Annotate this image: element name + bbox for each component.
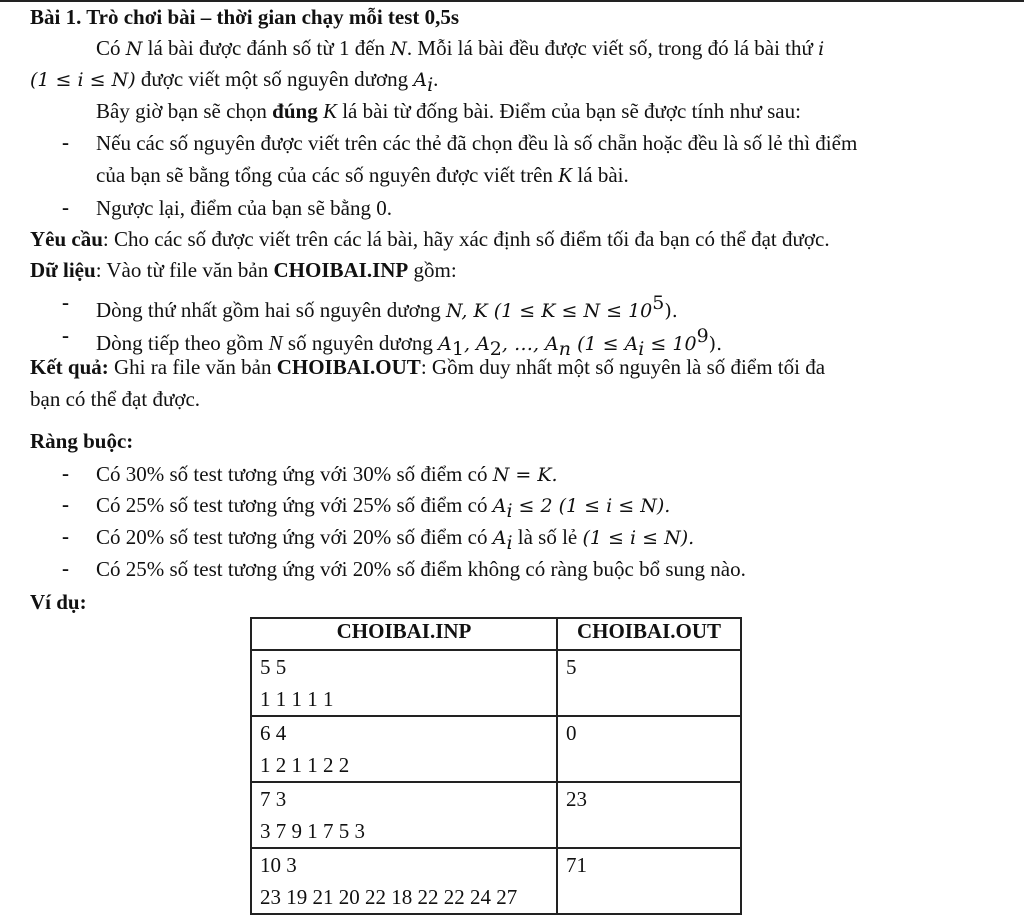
cell-out [557, 650, 741, 716]
text: được viết một số nguyên dương [140, 67, 414, 91]
problem-title: Bài 1. Trò chơi bài – thời gian chạy mỗi test 0,5s [30, 5, 460, 29]
math-a: A [438, 333, 452, 355]
math-range: (1 ≤ A [571, 333, 639, 355]
input-label: Dữ liệu [30, 258, 96, 282]
table-row [251, 782, 741, 848]
input-line-1 [96, 290, 678, 324]
text: Dòng tiếp theo gồm [96, 331, 269, 355]
input-spec [30, 257, 457, 283]
math-sub: 2 [489, 338, 502, 361]
math-ai: A [492, 527, 507, 549]
cell-inp [251, 716, 557, 782]
bullet: - [62, 461, 69, 485]
bullet: - [62, 524, 69, 548]
text: Bây giờ bạn sẽ chọn [96, 99, 273, 123]
math-n: N [125, 38, 143, 60]
math-exp: 9 [696, 325, 709, 347]
example-table [250, 617, 742, 915]
math-range-end: ). [708, 333, 723, 355]
requirement [30, 226, 830, 252]
text: lá bài được đánh số từ 1 đến [142, 36, 391, 60]
intro-paragraph-1 [96, 35, 824, 62]
math-n-eq-k: N = K. [492, 464, 558, 486]
bullet: - [62, 323, 69, 347]
rule-1: Nếu các số nguyên được viết trên các thẻ đã chọn đều là số chẵn hoặc đều là số lẻ thì điểm [96, 131, 858, 155]
bullet: - [62, 195, 69, 219]
cell-inp [251, 848, 557, 914]
output-spec [30, 354, 825, 380]
constraint-4: Có 25% số test tương ứng với 20% số điểm không có ràng buộc bổ sung nào. [96, 557, 746, 581]
math-i: i [818, 38, 825, 60]
cell-line: 3 7 9 1 7 5 3 [260, 819, 365, 843]
math-n: N [390, 38, 407, 60]
math-a: , A [463, 333, 490, 355]
cell-line: 23 19 21 20 22 18 22 22 24 27 [260, 885, 518, 909]
bullet: - [62, 130, 69, 154]
text: : Vào từ file văn bản [95, 258, 274, 282]
text: của bạn sẽ bằng tổng của các số nguyên được viết trên [96, 163, 559, 187]
cell-out [557, 782, 741, 848]
cell-line: 10 3 [260, 853, 297, 877]
cell-line: 71 [566, 853, 587, 877]
text: là số lẻ [512, 525, 583, 549]
text: . Mỗi lá bài đều được viết số, trong đó lá bài thứ [406, 36, 819, 60]
text: Ghi ra file văn bản [108, 355, 277, 379]
header-inp: CHOIBAI.INP [251, 618, 557, 650]
output-spec-cont: bạn có thể đạt được. [30, 387, 201, 411]
cell-line: 5 [566, 655, 577, 679]
intro-paragraph-2 [96, 98, 801, 124]
math-sub-i: i [506, 500, 513, 523]
table-row [251, 848, 741, 914]
table-header-row [251, 618, 741, 650]
math-range-end: ). [664, 300, 678, 322]
math-k: K [558, 163, 573, 187]
cell-line: 1 1 1 1 1 [260, 687, 334, 711]
math-range-i: (1 ≤ i ≤ N) [30, 69, 136, 91]
top-rule [0, 0, 1024, 2]
math-range: ≤ 2 (1 ≤ i ≤ N). [512, 495, 671, 517]
math-n: N [268, 331, 283, 355]
cell-line: 1 2 1 1 2 2 [260, 753, 350, 777]
math-a: , …, A [501, 333, 559, 355]
math-ai: A [413, 69, 428, 91]
rule-1-cont [96, 162, 629, 188]
cell-line: 7 3 [260, 787, 287, 811]
bullet: - [62, 492, 69, 516]
text: Có 30% số test tương ứng với 30% số điểm có [96, 462, 493, 486]
math-range: (1 ≤ K ≤ N ≤ 10 [493, 300, 653, 322]
math-exp: 5 [652, 292, 665, 314]
math-sub-i: i [506, 532, 513, 555]
cell-inp [251, 650, 557, 716]
text: Dòng thứ nhất gồm hai số nguyên dương [96, 298, 447, 322]
cell-line: 23 [566, 787, 587, 811]
requirement-text: : Cho các số được viết trên các lá bài, hãy xác định số điểm tối đa bạn có thể đạt được. [102, 227, 830, 251]
text: Có 25% số test tương ứng với 25% số điểm có [96, 493, 493, 517]
cell-out [557, 848, 741, 914]
example-heading: Ví dụ: [30, 590, 87, 614]
text: lá bài từ đống bài. Điểm của bạn sẽ được tính như sau: [336, 99, 801, 123]
constraint-2 [96, 492, 670, 524]
math-sub-i: i [427, 74, 434, 97]
text: gồm: [408, 258, 457, 282]
table-row [251, 650, 741, 716]
output-file: CHOIBAI.OUT [276, 355, 421, 379]
bold-text: đúng [272, 99, 318, 123]
text: : Gồm duy nhất một số nguyên là số điểm tối đa [420, 355, 826, 379]
math-range: ≤ 10 [644, 333, 697, 355]
text: số nguyên dương [282, 331, 439, 355]
constraints-heading: Ràng buộc: [30, 429, 134, 453]
cell-out [557, 716, 741, 782]
intro-paragraph-1-cont: (1 ≤ i ≤ N) được viết một số nguyên dương $A_i$. [30, 67, 439, 97]
constraint-1 [96, 461, 558, 488]
cell-line: 5 5 [260, 655, 287, 679]
math-k: K [322, 99, 337, 123]
math-sub: n [558, 338, 572, 361]
cell-line: 0 [566, 721, 577, 745]
bullet: - [62, 556, 69, 580]
math-ai: A [492, 495, 507, 517]
output-label: Kết quả: [30, 355, 109, 379]
table-row [251, 716, 741, 782]
constraint-3 [96, 524, 694, 556]
header-out: CHOIBAI.OUT [557, 618, 741, 650]
text: lá bài. [572, 163, 629, 187]
cell-inp [251, 782, 557, 848]
rule-2: Ngược lại, điểm của bạn sẽ bằng 0. [96, 196, 392, 220]
requirement-label: Yêu cầu [30, 227, 103, 251]
math-sub: 1 [451, 338, 464, 361]
math-sub-i: i [638, 338, 645, 361]
bullet: - [62, 290, 69, 314]
text: Có 20% số test tương ứng với 20% số điểm có [96, 525, 493, 549]
cell-line: 6 4 [260, 721, 287, 745]
math-range: (1 ≤ i ≤ N). [582, 527, 695, 549]
text: Có [96, 36, 126, 60]
input-file: CHOIBAI.INP [273, 258, 409, 282]
math-nk: N, K [446, 300, 494, 322]
